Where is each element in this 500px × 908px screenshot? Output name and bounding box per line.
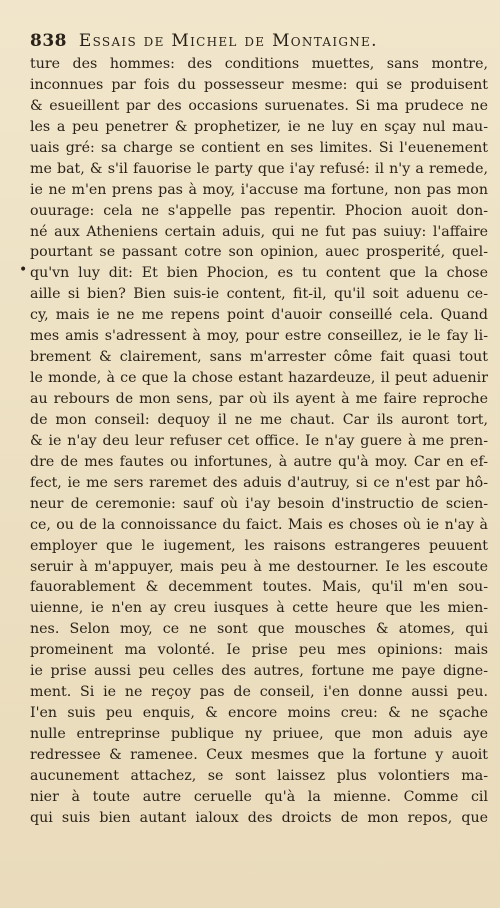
- text-line: promeinent ma volonté. Ie prise peu mes opinions: mais: [30, 642, 488, 659]
- text-line: au rebours de mon sens, par où ils ayent à me faire reproche: [30, 391, 488, 407]
- text-line: le monde, à ce que la chose estant hazardeuze, il peut aduenir: [30, 370, 488, 387]
- text-line: nes. Selon moy, ce ne sont que mousches & atomes, qui: [30, 621, 488, 638]
- text-line: ture des hommes: des conditions muettes, sans montre,: [30, 56, 488, 72]
- text-line: ment. Si ie ne reçoy pas de conseil, i'en donne aussi peu.: [30, 684, 488, 701]
- text-line: né aux Atheniens certain aduis, qui ne fut pas suiuy: l'affaire: [30, 223, 488, 240]
- text-line: redressee & ramenee. Ceux mesmes que la fortune y auoit: [30, 746, 488, 763]
- text-line: & esueillent par des occasions suruenates. Si ma prudece ne: [30, 97, 488, 114]
- body-text: [30, 54, 488, 829]
- text-line: aucunement attachez, se sont laissez plus volontiers ma-: [30, 767, 488, 784]
- text-line: uienne, ie n'en ay creu iusques à cette heure que les mien-: [30, 600, 488, 617]
- text-line: me bat, & s'il fauorise le party que i'ay refusé: il n'y a remede,: [30, 160, 488, 177]
- text-line: aille si bien? Bien suis-ie content, fit-il, qu'il soit aduenu ce-: [30, 286, 488, 303]
- text-line: qu'vn luy dit: Et bien Phocion, es tu content que la chose: [30, 265, 488, 282]
- text-line: & ie n'ay deu leur refuser cet office. Ie n'ay guere à me pren-: [30, 432, 488, 449]
- text-line: mes amis s'adressent à moy, pour estre conseillez, ie le fay li-: [30, 328, 488, 345]
- text-line: I'en suis peu enquis, & encore moins creu: & ne sçache: [30, 705, 488, 722]
- text-line: ce, ou de la connoissance du faict. Mais es choses où ie n'ay à: [30, 516, 488, 533]
- text-line: uais gré: sa charge se contient en ses limites. Si l'euenement: [30, 139, 488, 156]
- running-title: Essais de Michel de Montaigne.: [78, 31, 378, 51]
- text-line: ouurage: cela ne s'appelle pas repentir. Phocion auoit don-: [30, 202, 488, 219]
- text-line: qui suis bien autant ialoux des droicts de mon repos, que: [30, 809, 488, 826]
- text-line: inconnues par fois du possesseur mesme: qui se produisent: [30, 76, 488, 93]
- text-line: pourtant se passant cotre son opinion, auec prosperité, quel-: [30, 244, 488, 261]
- text-line: nulle entreprinse publique ny priuee, que mon aduis aye: [30, 726, 488, 742]
- text-line: nier à toute autre ceruelle qu'à la mienne. Comme cil: [30, 788, 488, 805]
- text-line: seruir à m'appuyer, mais peu à me destourner. Ie les escoute: [30, 558, 488, 575]
- text-line: ie ne m'en prens pas à moy, i'accuse ma fortune, non pas mon: [30, 181, 488, 198]
- text-line: de mon conseil: dequoy il ne me chaut. Car ils auront tort,: [30, 411, 488, 428]
- text-line: les a peu penetrer & prophetizer, ie ne luy en sçay nul mau-: [30, 118, 488, 135]
- text-line: fauorablement & decemment toutes. Mais, qu'il m'en sou-: [30, 579, 488, 596]
- text-line: employer que le iugement, les raisons estrangeres peuuent: [30, 537, 488, 554]
- text-line: neur de ceremonie: sauf où i'ay besoin d'instructio de scien-: [30, 495, 488, 512]
- text-line: fect, ie me sers raremet des aduis d'autruy, si ce n'est par hô-: [30, 474, 488, 491]
- text-line: dre de mes fautes ou infortunes, à autre qu'à moy. Car en ef-: [30, 453, 488, 470]
- text-line: brement & clairement, sans m'arrester côme fait quasi tout: [30, 349, 488, 366]
- text-line: ie prise aussi peu celles des autres, fortune me paye digne-: [30, 663, 488, 680]
- margin-mark: •: [19, 262, 28, 278]
- text-line: cy, mais ie ne me repens point d'auoir conseillé cela. Quand: [30, 307, 488, 324]
- page-number: 838: [30, 31, 67, 51]
- running-header: [30, 28, 475, 54]
